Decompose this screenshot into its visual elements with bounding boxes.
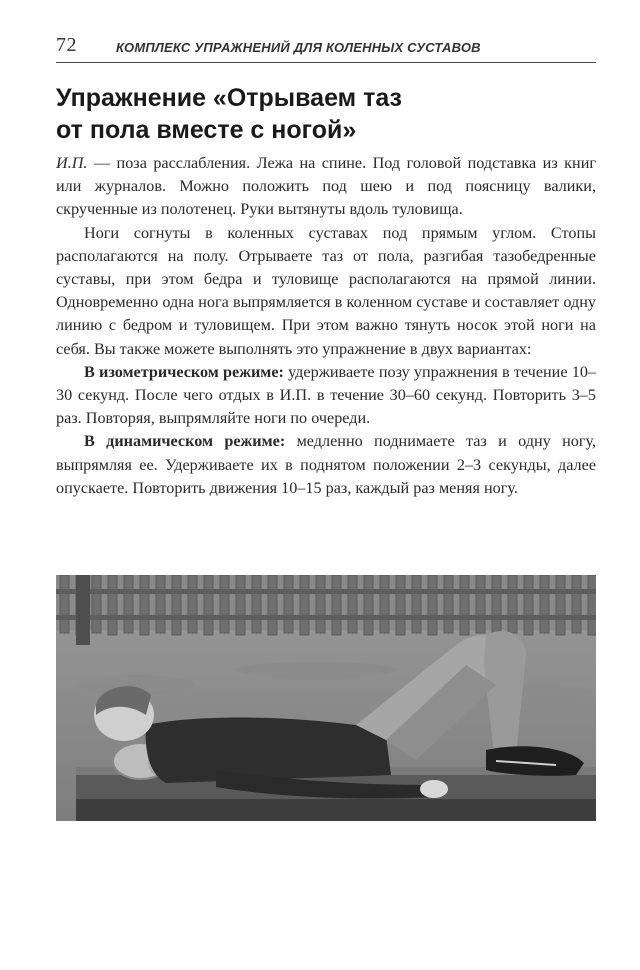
exercise-title-line2: от пола вместе с ногой» bbox=[56, 116, 357, 144]
exercise-title bbox=[56, 82, 576, 146]
wooden-fence bbox=[56, 575, 596, 635]
tree-trunk bbox=[76, 575, 90, 645]
starting-position-text: — поза расслабления. Лежа на спине. Под головой подставка из книг или журналов. Можно положить под шею и под поясницу валики, скрученные из полотенец. Руки вытянуты вдоль туловища. bbox=[56, 154, 596, 219]
starting-position-paragraph bbox=[56, 152, 596, 222]
description-paragraph: Ноги согнуты в коленных суставах под прямым углом. Стопы располагаются на полу. Отрываете таз от пола, разгибая тазобедренные суставы, при этом бедра и туловище располагаются на прямой линии. Одновременно одна нога выпрямляется в коленном суставе и составляет одну линию с бедром и туловищем. При этом важно тянуть носок этой ноги на себя. Вы также можете выполнять это упражнение в двух вариантах: bbox=[56, 223, 596, 358]
isometric-text: удерживаете позу упражнения в течение 10–30 секунд. После чего отдых в И.П. в течение 30–60 секунд. Повторить 3–5 раз. Повторяя, выпрямляйте ноги по очереди. bbox=[56, 362, 597, 428]
page-number: 72 bbox=[56, 34, 77, 56]
dynamic-paragraph bbox=[56, 430, 596, 500]
starting-position-label: И.П. bbox=[56, 154, 88, 172]
isometric-label: В изометрическом режиме: bbox=[84, 362, 284, 381]
exercise-title-line1: Упражнение «Отрываем таз bbox=[56, 84, 402, 112]
dynamic-text: медленно поднимаете таз и одну ногу, выпрямляя ее. Удерживаете их в поднятом положении 2–3 секунды, далее опускаете. Повторить движения 10–15 раз, каждый раз меняя ногу. bbox=[56, 432, 597, 497]
exercise-photo bbox=[56, 575, 596, 821]
running-title: КОМПЛЕКС УПРАЖНЕНИЙ ДЛЯ КОЛЕННЫХ СУСТАВОВ bbox=[116, 40, 481, 55]
exercise-text bbox=[56, 152, 596, 500]
dynamic-label: В динамическом режиме: bbox=[84, 432, 286, 451]
running-header bbox=[56, 28, 596, 63]
isometric-paragraph bbox=[56, 361, 596, 431]
person-torso bbox=[146, 718, 391, 784]
person-hand bbox=[420, 780, 448, 798]
